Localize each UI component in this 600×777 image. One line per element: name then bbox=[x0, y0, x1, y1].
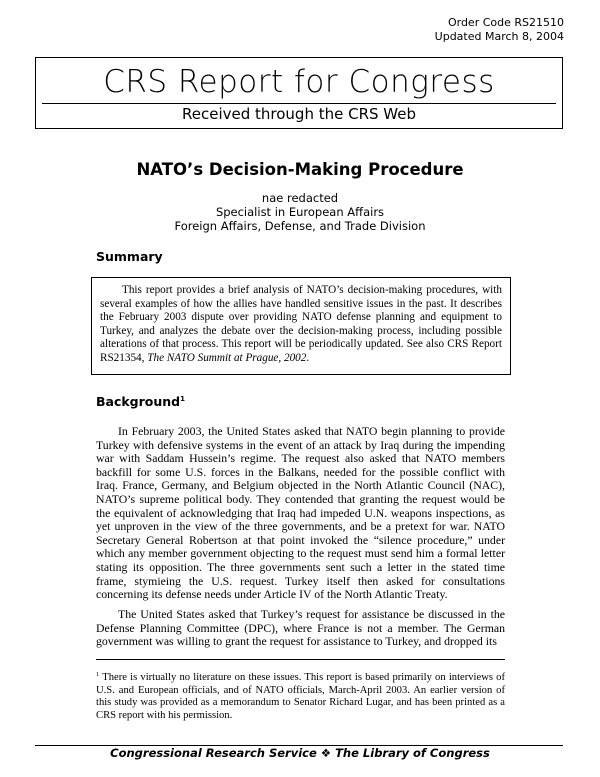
paragraph-text: In February 2003, the United States asked that NATO begin planning to provide Turkey with defensive systems in the event of an attack by Iraq during the impending war with Saddam Hussein’s regime. The request also asked that NATO members backfill for some U.S. forces in the Balkans, needed for the possible conflict with Iraq. France, Germany, and Belgium objected in the North Atlantic Council (NAC), NATO’s supreme political body. They contended that granting the request would be the equivalent of acknowledging that Iraq had impeded U.N. weapons inspections, as yet unproven in the view of the three governments, and be a pretext for war. NATO Secretary General Robertson at that point invoked the “silence procedure,” under which any member government objecting to the request must send him a formal letter stating its opposition. The three governments sent such a letter in the stated time frame, stymieing the U.S. request. Turkey itself then asked for consultations concerning its defense needs under Article IV of the North Atlantic Treaty. bbox=[96, 424, 505, 602]
order-info bbox=[435, 16, 564, 44]
order-code: Order Code RS21510 bbox=[447, 16, 564, 29]
masthead-title: CRS Report for Congress bbox=[103, 64, 495, 100]
author-block bbox=[0, 191, 600, 233]
updated-date: Updated March 8, 2004 bbox=[434, 30, 564, 43]
background-heading-text: Background bbox=[96, 394, 181, 409]
background-paragraph-1 bbox=[96, 425, 505, 602]
footnote-reference[interactable]: 1 bbox=[180, 395, 186, 403]
author-division: Foreign Affairs, Defense, and Trade Division bbox=[174, 219, 426, 233]
masthead bbox=[35, 57, 563, 129]
summary-text bbox=[100, 284, 502, 366]
masthead-divider bbox=[42, 103, 556, 104]
author-title: Specialist in European Affairs bbox=[215, 205, 385, 219]
author-name: nae redacted bbox=[261, 191, 339, 205]
document-title: NATO’s Decision-Making Procedure bbox=[136, 160, 464, 179]
background-paragraph-2 bbox=[96, 608, 505, 649]
footnote-divider bbox=[96, 659, 505, 660]
footnote-text: There is virtually no literature on these issues. This report is based primarily on interviews of U.S. and European officials, and of NATO officials, March-April 2003. An earlier version of this study was provided as a memorandum to Senator Richard Lugar, and has been printed as a CRS report with his permission. bbox=[96, 672, 505, 721]
masthead-subtitle: Received through the CRS Web bbox=[182, 105, 416, 123]
background-heading bbox=[96, 394, 185, 409]
footnote bbox=[96, 669, 505, 722]
summary-box bbox=[91, 277, 511, 375]
footnote-marker: 1 bbox=[96, 671, 100, 678]
summary-heading: Summary bbox=[96, 249, 163, 264]
summary-citation-end: . bbox=[306, 351, 310, 364]
footer-text: Congressional Research Service ❖ The Library of Congress bbox=[110, 746, 490, 760]
summary-body: This report provides a brief analysis of NATO’s decision-making procedures, with several examples of how the allies have handled sensitive issues in the past. It describes the February 2003 dispute over providing NATO defense planning and equipment to Turkey, and analyzes the debate over the decision-making process, including possible alterations of that process. This report will be periodically updated. See also CRS Report RS21354, bbox=[100, 284, 502, 364]
paragraph-text: The United States asked that Turkey’s request for assistance be discussed in the Defense Planning Committee (DPC), where France is not a member. The German government was willing to grant the request for assistance to Turkey, and dropped its bbox=[96, 607, 505, 649]
summary-citation: The NATO Summit at Prague, 2002 bbox=[147, 351, 307, 364]
